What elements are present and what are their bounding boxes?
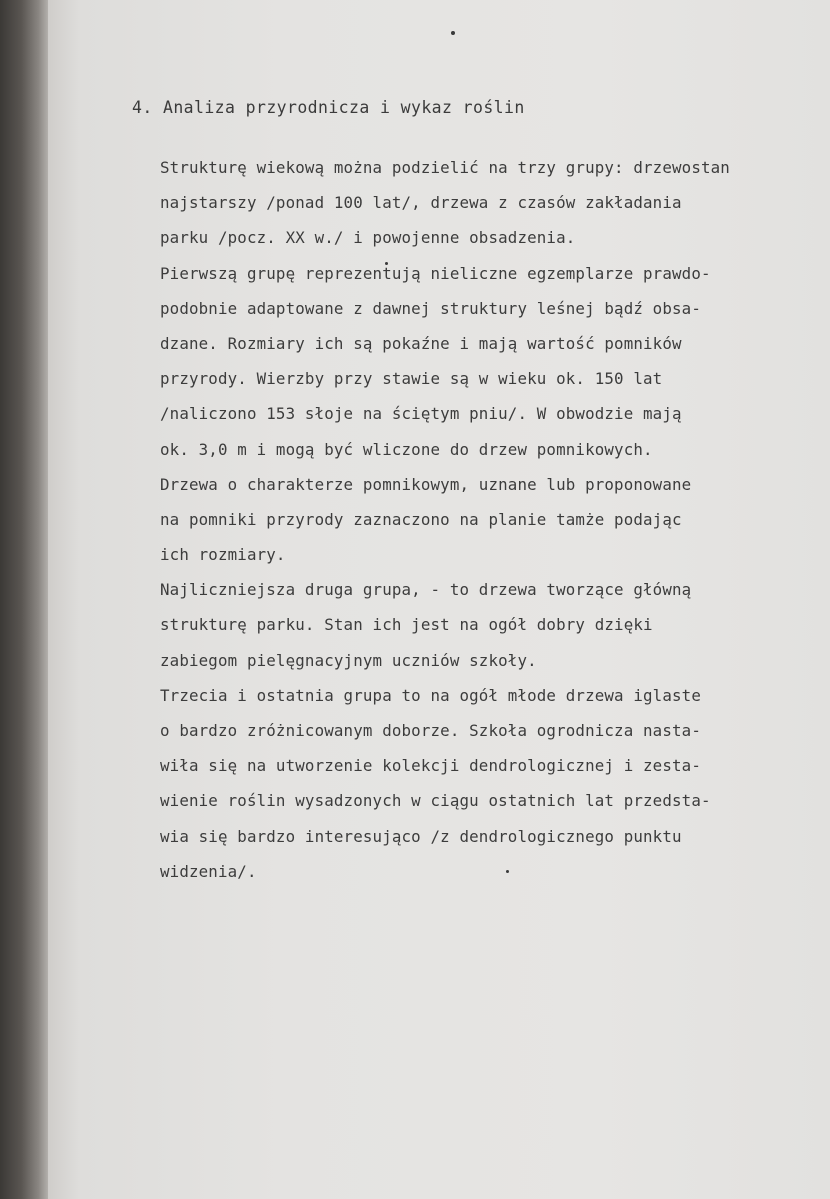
text-line: Strukturę wiekową można podzielić na trzy grupy: drzewostan [160, 158, 730, 177]
text-line: /naliczono 153 słoje na ściętym pniu/. W obwodzie mają [160, 404, 682, 424]
text-line: Najliczniejsza druga grupa, - to drzewa tworzące główną [160, 580, 692, 600]
body-text [160, 150, 730, 889]
text-line: parku /pocz. XX w./ i powojenne obsadzenia. [160, 228, 576, 248]
text-line: wienie roślin wysadzonych w ciągu ostatnich lat przedsta- [160, 791, 711, 811]
text-line: widzenia/. [160, 861, 257, 881]
text-line: najstarszy /ponad 100 lat/, drzewa z czasów zakładania [160, 193, 682, 213]
text-line: strukturę parku. Stan ich jest na ogół dobry dzięki [160, 615, 653, 635]
text-line: zabiegom pielęgnacyjnym uczniów szkoły. [160, 650, 537, 670]
text-line: na pomniki przyrody zaznaczono na planie tamże podając [160, 509, 682, 529]
text-line: ich rozmiary. [160, 545, 286, 565]
text-line: Drzewa o charakterze pomnikowym, uznane lub proponowane [160, 474, 692, 494]
section-heading: 4. Analiza przyrodnicza i wykaz roślin [132, 98, 525, 117]
text-line: o bardzo zróżnicowanym doborze. Szkoła ogrodnicza nasta- [160, 721, 701, 740]
text-line: Pierwszą grupę reprezentują nieliczne egzemplarze prawdo- [160, 263, 711, 283]
paper-speck [451, 31, 455, 35]
text-line: wiła się na utworzenie kolekcji dendrologicznej i zesta- [160, 756, 701, 776]
text-line: wia się bardzo interesująco /z dendrologicznego punktu [160, 826, 682, 846]
binding-edge [0, 0, 48, 1199]
text-line: przyrody. Wierzby przy stawie są w wieku ok. 150 lat [160, 369, 663, 389]
text-line: dzane. Rozmiary ich są pokaźne i mają wartość pomników [160, 333, 682, 353]
text-line: podobnie adaptowane z dawnej struktury leśnej bądź obsa- [160, 298, 701, 318]
text-line: ok. 3,0 m i mogą być wliczone do drzew pomnikowych. [160, 439, 653, 459]
text-line: Trzecia i ostatnia grupa to na ogół młode drzewa iglaste [160, 685, 701, 705]
